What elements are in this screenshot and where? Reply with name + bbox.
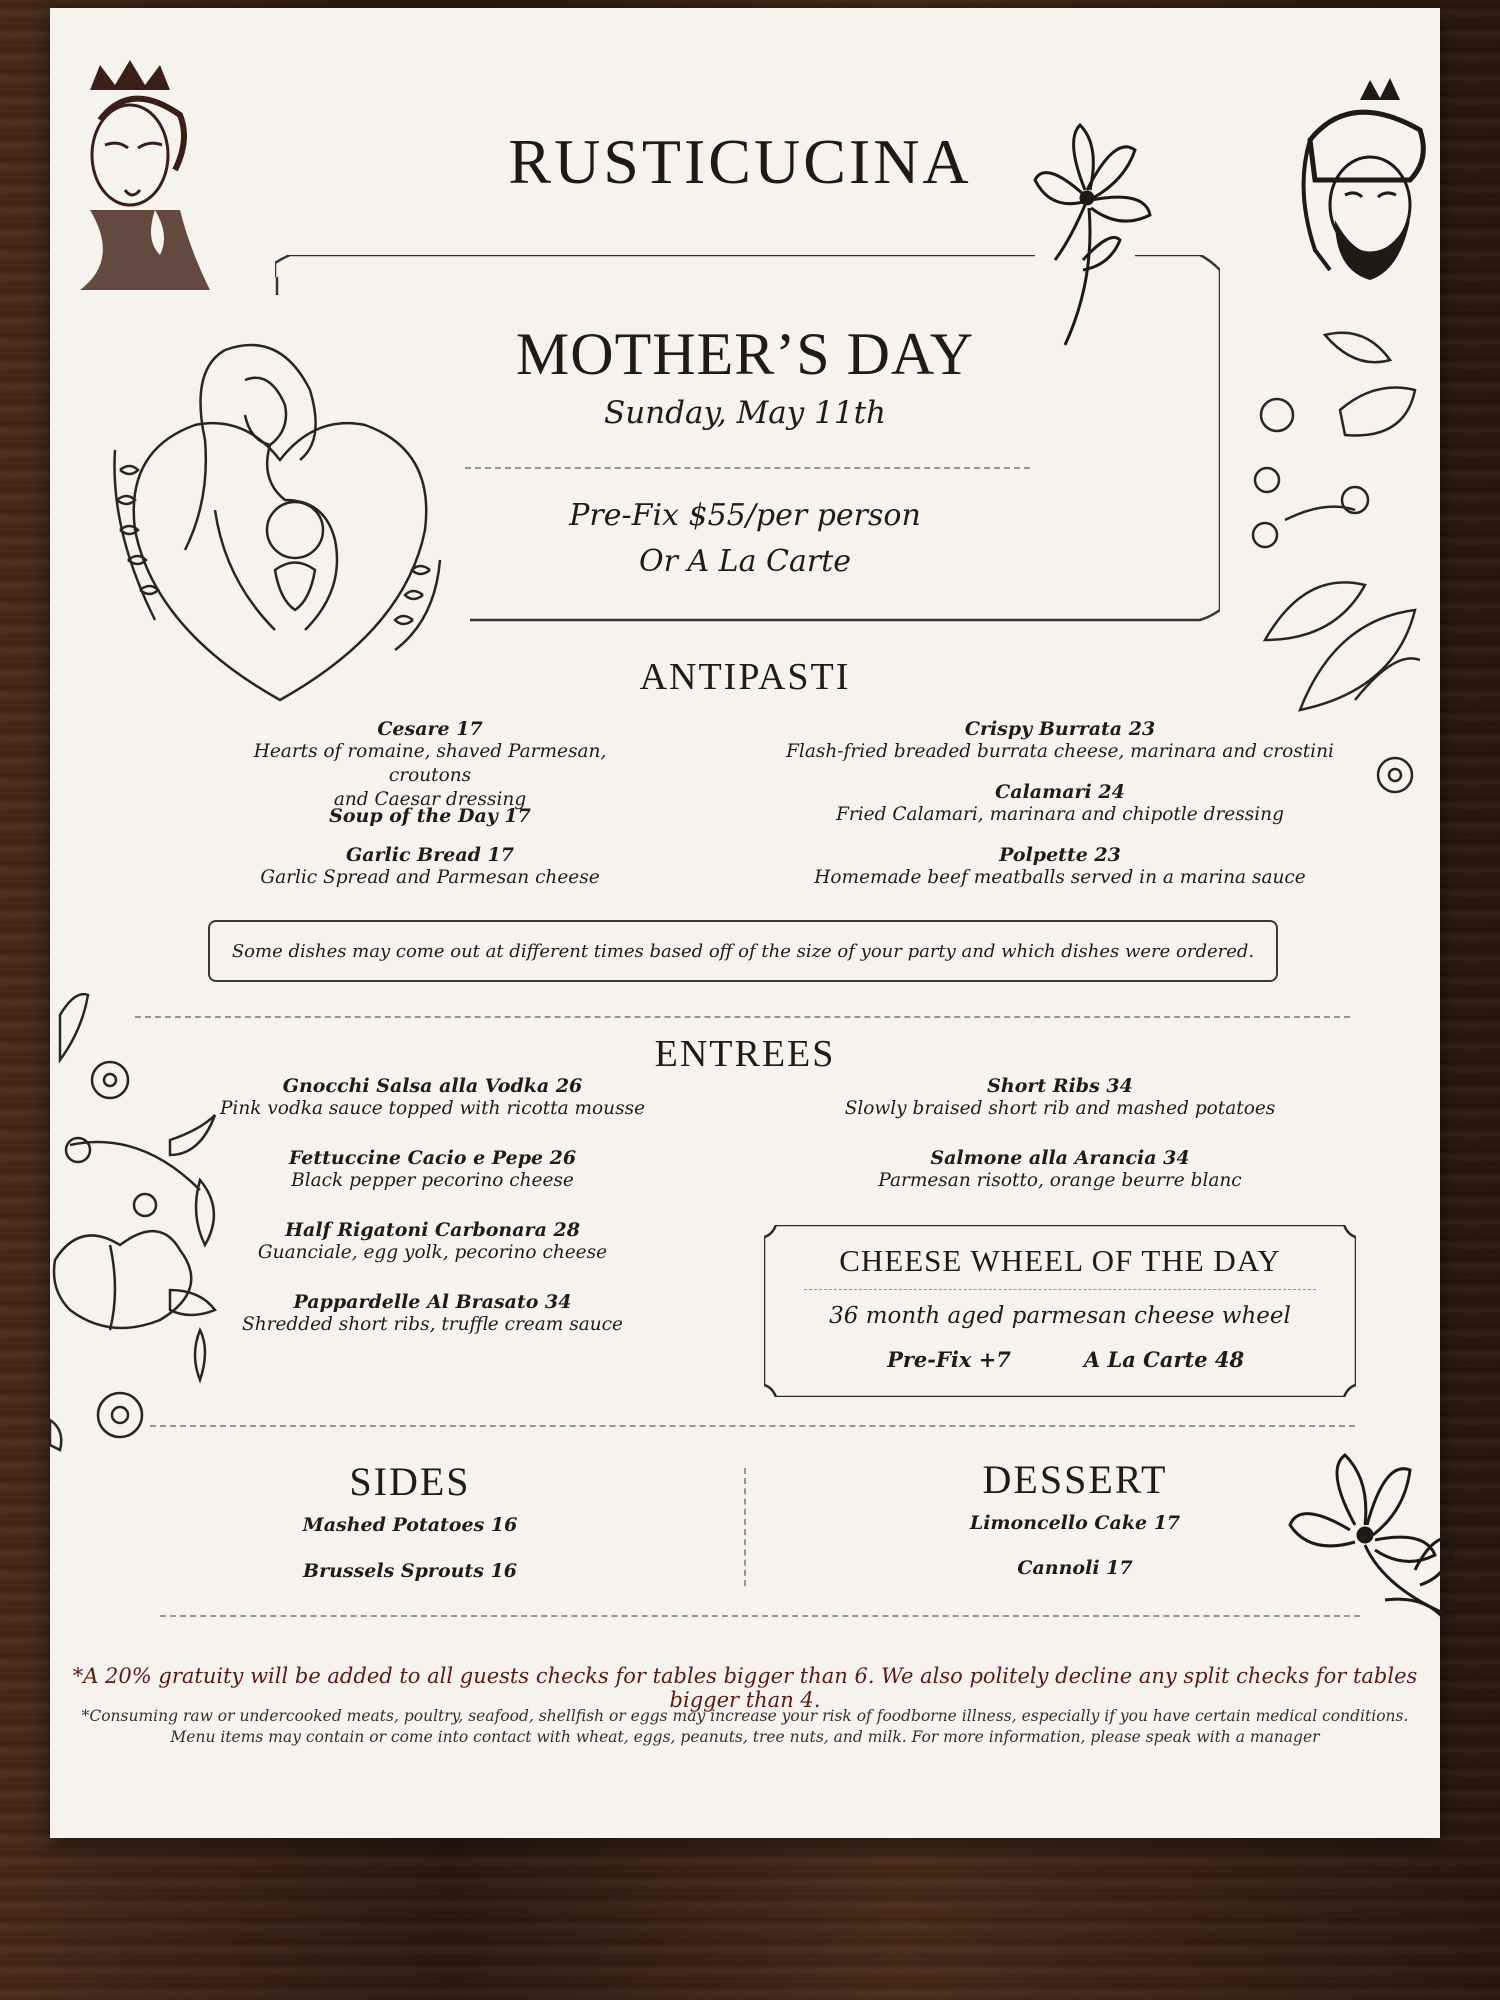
entree-item xyxy=(780,1147,1340,1193)
dish-name: Salmone alla Arancia 34 xyxy=(930,1147,1190,1169)
antipasti-item xyxy=(210,844,650,890)
divider xyxy=(465,467,1030,469)
dish-desc: Pink vodka sauce topped with ricotta mousse xyxy=(219,1098,646,1119)
alacarte-option: Or A La Carte xyxy=(638,544,851,579)
cheese-prefix-price: Pre-Fix +7 xyxy=(887,1347,1011,1372)
flower-icon xyxy=(1285,1450,1470,1625)
dish-name: Mashed Potatoes 16 xyxy=(302,1514,518,1536)
portrait-king-icon xyxy=(1290,70,1440,290)
dish-name: Polpette 23 xyxy=(999,844,1121,866)
event-date: Sunday, May 11th xyxy=(603,395,887,431)
restaurant-name: RUSTICUCINA xyxy=(508,126,972,197)
entree-item xyxy=(780,1075,1340,1121)
dish-desc: and Caesar dressing xyxy=(333,789,527,811)
portrait-queen-icon xyxy=(70,60,220,300)
entree-item xyxy=(200,1219,665,1265)
side-item xyxy=(260,1560,560,1582)
entree-item xyxy=(200,1075,665,1121)
dish-desc: Fried Calamari, marinara and chipotle dressing xyxy=(836,804,1284,825)
dish-name: Garlic Bread 17 xyxy=(346,844,514,866)
cheese-desc: 36 month aged parmesan cheese wheel xyxy=(829,1303,1291,1329)
entree-item xyxy=(200,1291,665,1337)
cheese-alacarte-price: A La Carte 48 xyxy=(1083,1347,1245,1372)
dish-name: Half Rigatoni Carbonara 28 xyxy=(285,1219,580,1241)
antipasti-item xyxy=(770,718,1350,764)
divider xyxy=(150,1425,1355,1427)
side-item xyxy=(260,1514,560,1536)
mother-child-heart-icon xyxy=(95,330,465,710)
dish-name: Brussels Sprouts 16 xyxy=(303,1560,517,1582)
dish-name: Limoncello Cake 17 xyxy=(969,1512,1181,1534)
allergy-line: *Consuming raw or undercooked meats, poultry, seafood, shellfish or eggs may increase your risk of foodborne illness, especially if you have certain medical conditions. xyxy=(81,1707,1409,1725)
divider xyxy=(160,1615,1360,1617)
antipasti-item xyxy=(210,718,650,812)
allergy-note xyxy=(70,1706,1420,1748)
dish-name: Soup of the Day 17 xyxy=(329,805,531,827)
dish-name: Cannoli 17 xyxy=(1017,1557,1133,1579)
divider xyxy=(135,1016,1350,1018)
sides-title: SIDES xyxy=(349,1459,471,1504)
divider xyxy=(804,1289,1316,1290)
dish-desc: Garlic Spread and Parmesan cheese xyxy=(260,867,600,888)
dessert-item xyxy=(920,1512,1230,1534)
dish-desc: Flash-fried breaded burrata cheese, marinara and crostini xyxy=(786,741,1334,762)
antipasti-item xyxy=(210,805,650,827)
dish-name: Pappardelle Al Brasato 34 xyxy=(293,1291,572,1313)
divider xyxy=(744,1468,746,1586)
allergy-line: Menu items may contain or come into contact with wheat, eggs, peanuts, tree nuts, and milk. For more information, please speak with a manager xyxy=(170,1727,1320,1746)
dish-name: Fettuccine Cacio e Pepe 26 xyxy=(288,1147,577,1169)
gratuity-note: *A 20% gratuity will be added to all guests checks for tables bigger than 6. We also politely decline any split checks for tables bigger than 4. xyxy=(72,1664,1418,1712)
timing-note: Some dishes may come out at different times based off of the size of your party and which dishes were ordered. xyxy=(208,920,1278,982)
dish-desc: Slowly braised short rib and mashed potatoes xyxy=(844,1098,1276,1119)
dish-desc: Homemade beef meatballs served in a marina sauce xyxy=(814,867,1306,888)
dish-name: Crispy Burrata 23 xyxy=(964,718,1156,740)
dessert-title: DESSERT xyxy=(982,1457,1168,1502)
dessert-item xyxy=(920,1557,1230,1579)
prefix-price: Pre-Fix $55/per person xyxy=(569,498,921,533)
cheese-wheel-box xyxy=(764,1225,1356,1397)
antipasti-item xyxy=(770,781,1350,827)
dish-desc: Shredded short ribs, truffle cream sauce xyxy=(242,1314,623,1335)
dish-desc: Black pepper pecorino cheese xyxy=(291,1170,574,1191)
entrees-title: ENTREES xyxy=(654,1033,836,1075)
dish-name: Calamari 24 xyxy=(995,781,1125,803)
antipasti-title: ANTIPASTI xyxy=(639,656,851,698)
dish-name: Cesare 17 xyxy=(377,718,483,740)
entree-item xyxy=(200,1147,665,1193)
antipasti-item xyxy=(770,844,1350,890)
dish-name: Short Ribs 34 xyxy=(987,1075,1133,1097)
event-title: MOTHER’S DAY xyxy=(515,321,975,387)
dish-desc: Guanciale, egg yolk, pecorino cheese xyxy=(257,1242,608,1263)
dish-desc: Hearts of romaine, shaved Parmesan, croutons xyxy=(253,741,607,787)
cheese-title: CHEESE WHEEL OF THE DAY xyxy=(839,1243,1281,1278)
dish-name: Gnocchi Salsa alla Vodka 26 xyxy=(282,1075,583,1097)
dish-desc: Parmesan risotto, orange beurre blanc xyxy=(878,1170,1242,1191)
